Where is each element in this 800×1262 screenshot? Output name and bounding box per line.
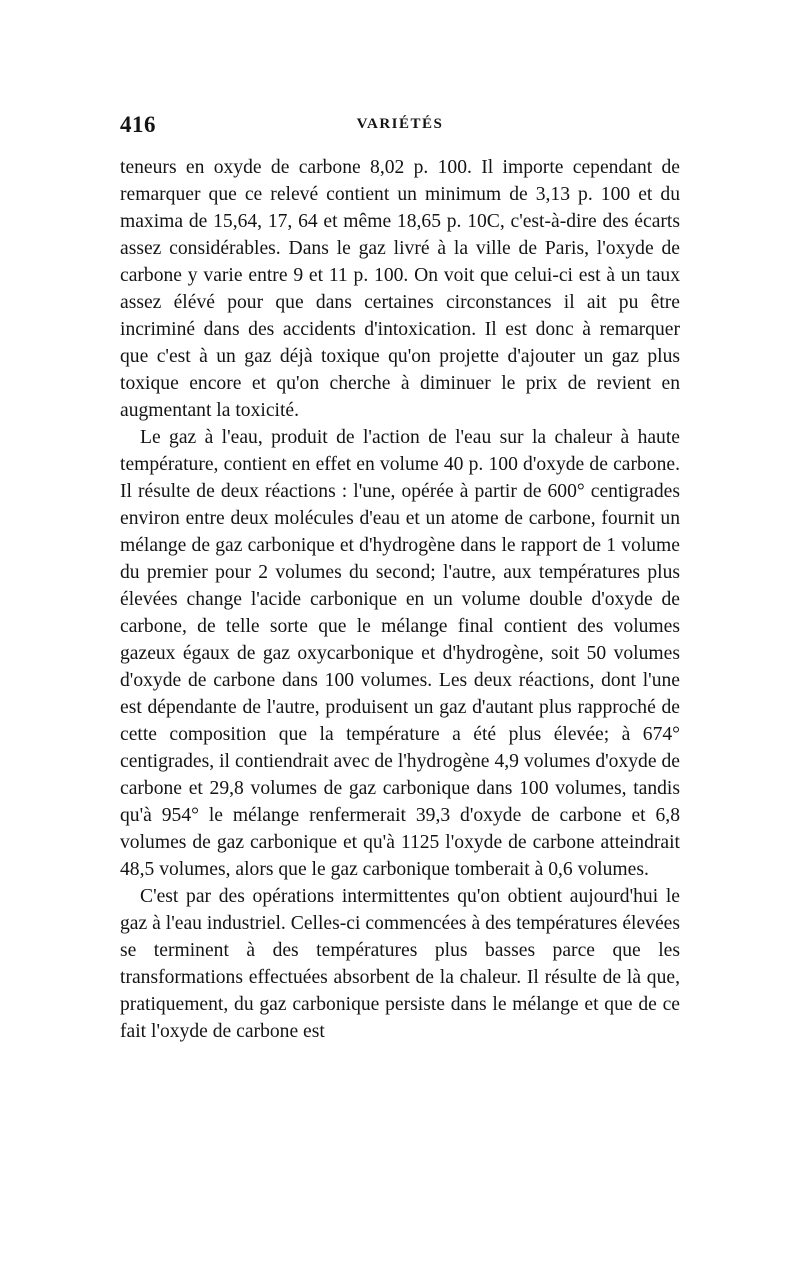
running-head <box>120 112 680 142</box>
page-number: 416 <box>120 112 156 137</box>
section-title: VARIÉTÉS <box>356 116 444 132</box>
paragraph: Le gaz à l'eau, produit de l'action de l'eau sur la chaleur à haute température, contient en effet en volume 40 p. 100 d'oxyde de carbone. Il résulte de deux réactions : l'une, opérée à partir de 600° centigrades environ entre deux molécules d'eau et un atome de carbone, fournit un mélange de gaz carbonique et d'hydrogène dans le rapport de 1 volume du premier pour 2 volumes du second; l'autre, aux températures plus élevées change l'acide carbonique en un volume double d'oxyde de carbone, de telle sorte que le mélange final contient des volumes gazeux égaux de gaz oxycarbonique et d'hydrogène, soit 50 volumes d'oxyde de carbone dans 100 volumes. Les deux réactions, dont l'une est dépendante de l'autre, produisent un gaz d'autant plus rapproché de cette composition que la température a été plus élevée; à 674° centigrades, il contiendrait avec de l'hydrogène 4,9 volumes d'oxyde de carbone et 29,8 volumes de gaz carbonique dans 100 volumes, tandis qu'à 954° le mélange renfermerait 39,3 d'oxyde de carbone et 6,8 volumes de gaz carbonique et qu'à 1125 l'oxyde de carbone atteindrait 48,5 volumes, alors que le gaz carbonique tomberait à 0,6 volumes. <box>120 427 680 880</box>
paragraph: C'est par des opérations intermittentes qu'on obtient aujourd'hui le gaz à l'eau industriel. Celles-ci commencées à des températures élevées se terminent à des températures plus basses parce que les transformations effectuées absorbent de la chaleur. Il résulte de là que, pratiquement, du gaz carbonique persiste dans le mélange et que de ce fait l'oxyde de carbone est <box>120 886 680 1042</box>
paragraph: teneurs en oxyde de carbone 8,02 p. 100. Il importe cependant de remarquer que ce relevé contient un minimum de 3,13 p. 100 et du maxima de 15,64, 17, 64 et même 18,65 p. 10C, c'est-à-dire des écarts assez considérables. Dans le gaz livré à la ville de Paris, l'oxyde de carbone y varie entre 9 et 11 p. 100. On voit que celui-ci est à un taux assez élévé pour que dans certaines circonstances il ait pu être incriminé dans des accidents d'intoxication. Il est donc à remarquer que c'est à un gaz déjà toxique qu'on projette d'ajouter un gaz plus toxique encore et qu'on cherche à diminuer le prix de revient en augmentant la toxicité. <box>120 157 680 421</box>
body-text <box>120 154 680 1045</box>
